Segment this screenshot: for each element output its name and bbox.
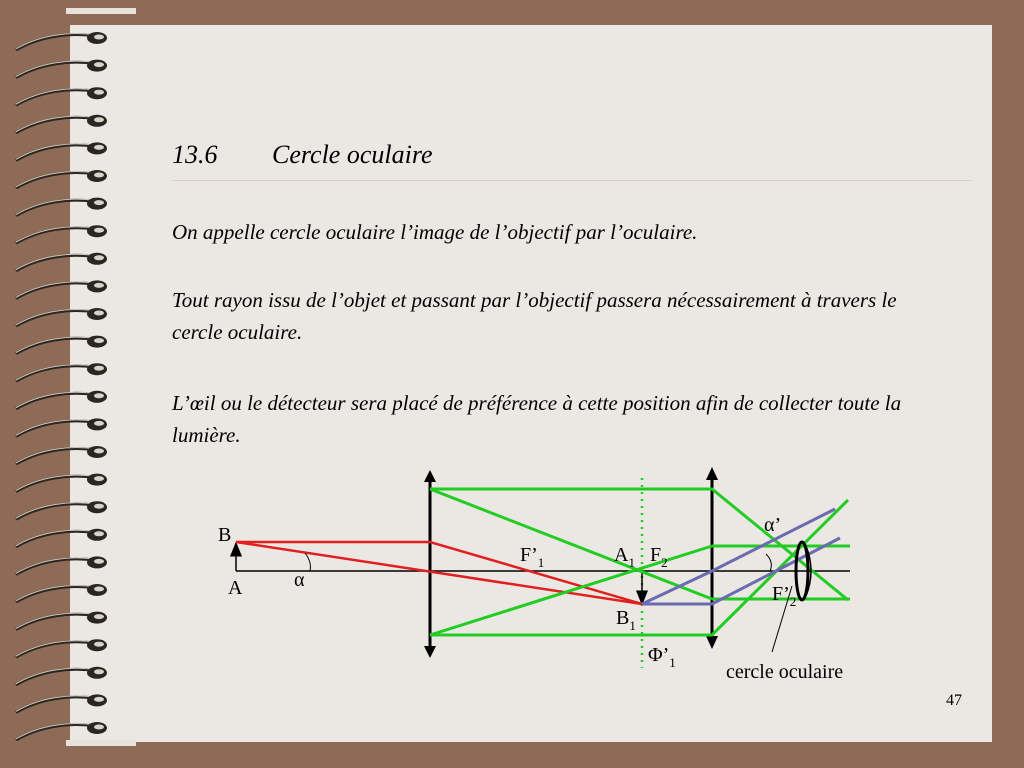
label-alpha: α [294, 569, 305, 591]
eyepiece-arrow-top [706, 467, 718, 480]
alpha-arc [305, 553, 310, 571]
objective-arrow-bottom [424, 646, 436, 658]
page-number: 47 [946, 692, 962, 709]
eyepiece-arrow-bottom [706, 636, 718, 649]
label-B: B [218, 524, 232, 546]
alpha-prime-arc [766, 554, 771, 571]
paragraph-definition: On appelle cercle oculaire l’image de l’objectif par l’oculaire. [172, 220, 698, 244]
paragraph-rays: Tout rayon issu de l’objet et passant par l’objectif passera nécessairement à travers le cercle oculaire. [172, 288, 897, 344]
paragraph-eye: L’œil ou le détecteur sera placé de préférence à cette position afin de collecter toute la lumière. [172, 391, 902, 447]
label-Phi1-prime: $\Phi’_1$ [648, 644, 676, 670]
objective-arrow-top [424, 470, 436, 482]
label-A1: $A_1$ [614, 544, 635, 570]
label-F2: $F_2$ [650, 544, 668, 570]
label-alpha-prime: α’ [764, 514, 782, 536]
label-A: A [228, 577, 243, 599]
label-F1-prime: $F’_1$ [520, 544, 545, 570]
section-title: Cercle oculaire [272, 140, 433, 169]
label-F2-prime: $F’_2$ [772, 583, 797, 609]
label-eye-circle: cercle oculaire [726, 661, 844, 683]
label-B1: $B_1$ [616, 607, 636, 633]
section-number: 13.6 [172, 140, 218, 169]
